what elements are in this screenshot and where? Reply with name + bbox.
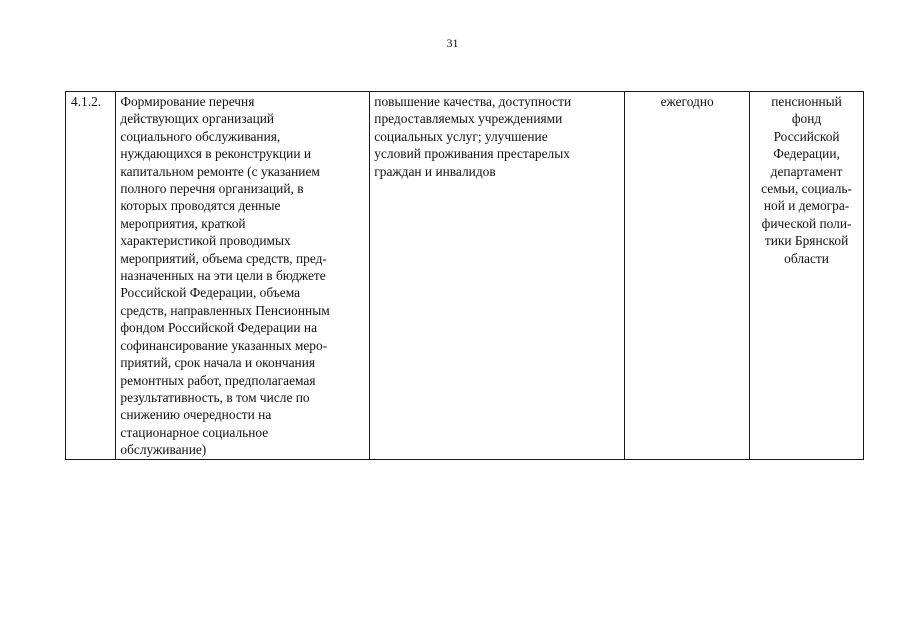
page-number: 31 bbox=[446, 36, 459, 50]
measures-table bbox=[65, 91, 864, 460]
measure-description-cell: Формирование перечня действующих организаций социального обслуживания, нуждающихся в реконструкции и капитальном ремонте (с указанием полного перечня организаций, в которых проводятся денные мероприятия, краткой характеристикой проводимых мероприятий, объема средств, пред- назначенных на эти цели в бюджете Российской Федерации, объема средств, направленных Пенсионным фондом Российской Федерации на софинансирование указанных меро- приятий, срок начала и окончания ремонтных работ, предполагаемая результативность, в том числе по снижению очередности на стационарное социальное обслуживание) bbox=[116, 92, 370, 460]
expected-result-cell: повышение качества, доступности предоставляемых учреждениями социальных услуг; улучшение условий проживания престарелых граждан и инвалидов bbox=[370, 92, 625, 460]
table-row bbox=[66, 92, 864, 460]
item-number-cell: 4.1.2. bbox=[66, 92, 116, 460]
deadline-cell: ежегодно bbox=[625, 92, 750, 460]
executors-cell: пенсионный фонд Российской Федерации, департамент семьи, социаль- ной и демогра- фической поли- тики Брянской области bbox=[750, 92, 864, 460]
